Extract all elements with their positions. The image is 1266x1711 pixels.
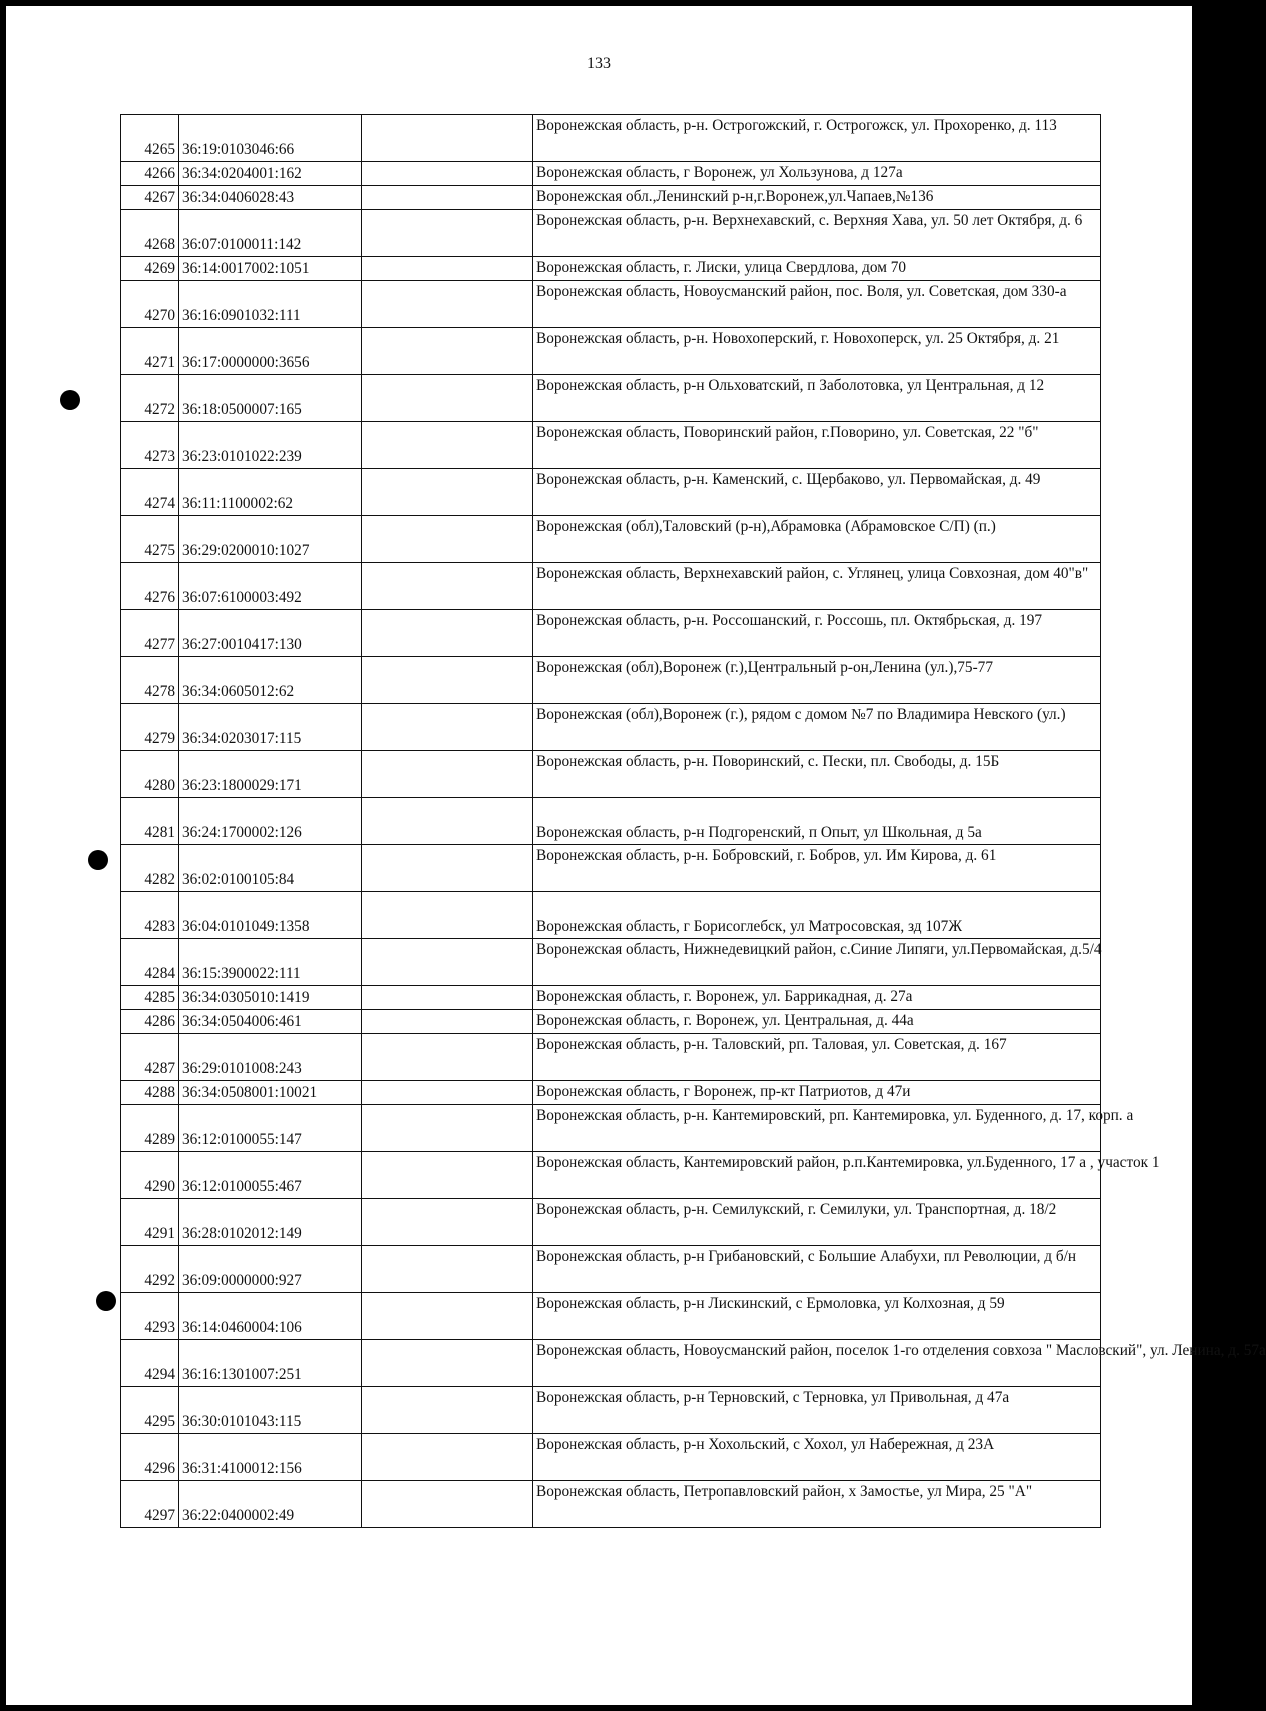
table-row <box>121 1246 1101 1293</box>
table-row <box>121 375 1101 422</box>
address-cell: Воронежская область, р-н. Таловский, рп. Таловая, ул. Советская, д. 167 <box>533 1034 1101 1081</box>
address-cell: Воронежская область, Верхнехавский район, с. Углянец, улица Совхозная, дом 40"в" <box>533 563 1101 610</box>
table-row <box>121 563 1101 610</box>
empty-cell <box>362 186 533 210</box>
row-number: 4292 <box>121 1246 179 1293</box>
address-cell: Воронежская область, р-н Грибановский, с Большие Алабухи, пл Революции, д б/н <box>533 1246 1101 1293</box>
property-registry-table <box>120 114 1266 1528</box>
row-number: 4286 <box>121 1010 179 1034</box>
cadastral-number: 36:11:1100002:62 <box>179 469 362 516</box>
empty-cell <box>362 1434 533 1481</box>
cadastral-number: 36:07:0100011:142 <box>179 210 362 257</box>
cadastral-number: 36:34:0406028:43 <box>179 186 362 210</box>
table-row <box>121 1293 1101 1340</box>
address-cell: Воронежская (обл),Таловский (р-н),Абрамовка (Абрамовское С/П) (п.) <box>533 516 1101 563</box>
cadastral-number: 36:30:0101043:115 <box>179 1387 362 1434</box>
empty-cell <box>362 657 533 704</box>
empty-cell <box>362 798 533 845</box>
cadastral-number: 36:34:0305010:1419 <box>179 986 362 1010</box>
address-cell: Воронежская область, Петропавловский район, х Замостье, ул Мира, 25 "А" <box>533 1481 1101 1528</box>
cadastral-number: 36:31:4100012:156 <box>179 1434 362 1481</box>
cadastral-number: 36:24:1700002:126 <box>179 798 362 845</box>
page-number: 133 <box>587 55 611 72</box>
cadastral-number: 36:17:0000000:3656 <box>179 328 362 375</box>
address-cell: Воронежская область, г. Воронеж, ул. Центральная, д. 44а <box>533 1010 1101 1034</box>
empty-cell <box>362 1081 533 1105</box>
row-number: 4290 <box>121 1152 179 1199</box>
empty-cell <box>362 1152 533 1199</box>
table-row <box>121 186 1101 210</box>
table-row <box>121 281 1101 328</box>
empty-cell <box>362 563 533 610</box>
table-row <box>121 657 1101 704</box>
address-cell: Воронежская область, р-н. Поворинский, с. Пески, пл. Свободы, д. 15Б <box>533 751 1101 798</box>
cadastral-number: 36:19:0103046:66 <box>179 115 362 162</box>
row-number: 4297 <box>121 1481 179 1528</box>
empty-cell <box>362 1481 533 1528</box>
cadastral-number: 36:29:0200010:1027 <box>179 516 362 563</box>
cadastral-number: 36:02:0100105:84 <box>179 845 362 892</box>
address-cell: Воронежская область, г. Воронеж, ул. Баррикадная, д. 27а <box>533 986 1101 1010</box>
row-number: 4279 <box>121 704 179 751</box>
cadastral-number: 36:34:0508001:10021 <box>179 1081 362 1105</box>
punch-hole-mark <box>96 1291 116 1311</box>
table-row <box>121 328 1101 375</box>
table-row <box>121 1081 1101 1105</box>
table-row <box>121 939 1101 986</box>
cadastral-number: 36:14:0017002:1051 <box>179 257 362 281</box>
empty-cell <box>362 1340 533 1387</box>
table-row <box>121 610 1101 657</box>
row-number: 4268 <box>121 210 179 257</box>
address-cell: Воронежская область, г Воронеж, пр-кт Патриотов, д 47и <box>533 1081 1101 1105</box>
address-cell: Воронежская область, р-н. Верхнехавский, с. Верхняя Хава, ул. 50 лет Октября, д. 6 <box>533 210 1101 257</box>
empty-cell <box>362 939 533 986</box>
empty-cell <box>362 1105 533 1152</box>
address-cell: Воронежская (обл),Воронеж (г.), рядом с домом №7 по Владимира Невского (ул.) <box>533 704 1101 751</box>
cadastral-number: 36:34:0605012:62 <box>179 657 362 704</box>
row-number: 4282 <box>121 845 179 892</box>
cadastral-number: 36:04:0101049:1358 <box>179 892 362 939</box>
row-number: 4277 <box>121 610 179 657</box>
empty-cell <box>362 892 533 939</box>
empty-cell <box>362 1199 533 1246</box>
empty-cell <box>362 751 533 798</box>
table-row <box>121 257 1101 281</box>
address-cell: Воронежская область, г Борисоглебск, ул Матросовская, зд 107Ж <box>533 892 1101 939</box>
table-row <box>121 1481 1101 1528</box>
row-number: 4288 <box>121 1081 179 1105</box>
table-row <box>121 469 1101 516</box>
cadastral-number: 36:15:3900022:111 <box>179 939 362 986</box>
cadastral-number: 36:09:0000000:927 <box>179 1246 362 1293</box>
cadastral-number: 36:23:0101022:239 <box>179 422 362 469</box>
registry-table-body <box>121 115 1266 1528</box>
address-cell: Воронежская область, р-н Подгоренский, п Опыт, ул Школьная, д 5а <box>533 798 1101 845</box>
empty-cell <box>362 986 533 1010</box>
table-row <box>121 1340 1101 1387</box>
table-row <box>121 422 1101 469</box>
row-number: 4287 <box>121 1034 179 1081</box>
empty-cell <box>362 210 533 257</box>
cadastral-number: 36:18:0500007:165 <box>179 375 362 422</box>
cadastral-number: 36:12:0100055:467 <box>179 1152 362 1199</box>
table-row <box>121 1434 1101 1481</box>
empty-cell <box>362 162 533 186</box>
table-row <box>121 892 1101 939</box>
row-number: 4276 <box>121 563 179 610</box>
table-row <box>121 516 1101 563</box>
row-number: 4284 <box>121 939 179 986</box>
row-number: 4273 <box>121 422 179 469</box>
row-number: 4283 <box>121 892 179 939</box>
cadastral-number: 36:34:0204001:162 <box>179 162 362 186</box>
row-number: 4289 <box>121 1105 179 1152</box>
empty-cell <box>362 1387 533 1434</box>
address-cell: Воронежская область, г Воронеж, ул Хользунова, д 127а <box>533 162 1101 186</box>
row-number: 4294 <box>121 1340 179 1387</box>
empty-cell <box>362 610 533 657</box>
row-number: 4272 <box>121 375 179 422</box>
address-cell: Воронежская область, Новоусманский район, поселок 1-го отделения совхоза " Масловский", ул. Ленина, д. 57а <box>533 1340 1101 1387</box>
table-row <box>121 798 1101 845</box>
address-cell: Воронежская область, р-н Терновский, с Терновка, ул Привольная, д 47а <box>533 1387 1101 1434</box>
row-number: 4269 <box>121 257 179 281</box>
row-number: 4291 <box>121 1199 179 1246</box>
row-number: 4285 <box>121 986 179 1010</box>
table-row <box>121 1199 1101 1246</box>
address-cell: Воронежская область, р-н. Бобровский, г. Бобров, ул. Им Кирова, д. 61 <box>533 845 1101 892</box>
cadastral-number: 36:12:0100055:147 <box>179 1105 362 1152</box>
row-number: 4274 <box>121 469 179 516</box>
document-page <box>6 6 1266 1705</box>
table-row <box>121 1034 1101 1081</box>
row-number: 4265 <box>121 115 179 162</box>
empty-cell <box>362 328 533 375</box>
row-number: 4281 <box>121 798 179 845</box>
table-row <box>121 986 1101 1010</box>
address-cell: Воронежская область, р-н Ольховатский, п Заболотовка, ул Центральная, д 12 <box>533 375 1101 422</box>
address-cell: Воронежская область, г. Лиски, улица Свердлова, дом 70 <box>533 257 1101 281</box>
cadastral-number: 36:07:6100003:492 <box>179 563 362 610</box>
empty-cell <box>362 422 533 469</box>
cadastral-number: 36:16:1301007:251 <box>179 1340 362 1387</box>
row-number: 4267 <box>121 186 179 210</box>
table-row <box>121 162 1101 186</box>
cadastral-number: 36:23:1800029:171 <box>179 751 362 798</box>
empty-cell <box>362 281 533 328</box>
cadastral-number: 36:14:0460004:106 <box>179 1293 362 1340</box>
cadastral-number: 36:34:0203017:115 <box>179 704 362 751</box>
row-number: 4293 <box>121 1293 179 1340</box>
address-cell: Воронежская область, р-н. Острогожский, г. Острогожск, ул. Прохоренко, д. 113 <box>533 115 1101 162</box>
table-row <box>121 751 1101 798</box>
empty-cell <box>362 1010 533 1034</box>
punch-hole-mark <box>88 850 108 870</box>
address-cell: Воронежская область, р-н. Россошанский, г. Россошь, пл. Октябрьская, д. 197 <box>533 610 1101 657</box>
table-row <box>121 704 1101 751</box>
address-cell: Воронежская область, р-н. Каменский, с. Щербаково, ул. Первомайская, д. 49 <box>533 469 1101 516</box>
address-cell: Воронежская (обл),Воронеж (г.),Центральный р-он,Ленина (ул.),75-77 <box>533 657 1101 704</box>
row-number: 4296 <box>121 1434 179 1481</box>
address-cell: Воронежская область, Новоусманский район, пос. Воля, ул. Советская, дом 330-а <box>533 281 1101 328</box>
cadastral-number: 36:16:0901032:111 <box>179 281 362 328</box>
address-cell: Воронежская область, Нижнедевицкий район, с.Синие Липяги, ул.Первомайская, д.5/4 <box>533 939 1101 986</box>
table-row <box>121 210 1101 257</box>
address-cell: Воронежская область, р-н. Новохоперский, г. Новохоперск, ул. 25 Октября, д. 21 <box>533 328 1101 375</box>
empty-cell <box>362 115 533 162</box>
row-number: 4271 <box>121 328 179 375</box>
cadastral-number: 36:27:0010417:130 <box>179 610 362 657</box>
address-cell: Воронежская область, р-н Лискинский, с Ермоловка, ул Колхозная, д 59 <box>533 1293 1101 1340</box>
address-cell: Воронежская обл.,Ленинский р-н,г.Воронеж,ул.Чапаев,№136 <box>533 186 1101 210</box>
empty-cell <box>362 257 533 281</box>
cadastral-number: 36:34:0504006:461 <box>179 1010 362 1034</box>
row-number: 4270 <box>121 281 179 328</box>
cadastral-number: 36:29:0101008:243 <box>179 1034 362 1081</box>
empty-cell <box>362 375 533 422</box>
empty-cell <box>362 1293 533 1340</box>
row-number: 4295 <box>121 1387 179 1434</box>
table-row <box>121 1010 1101 1034</box>
address-cell: Воронежская область, Кантемировский район, р.п.Кантемировка, ул.Буденного, 17 а , участок 1 <box>533 1152 1101 1199</box>
address-cell: Воронежская область, р-н. Кантемировский, рп. Кантемировка, ул. Буденного, д. 17, корп. а <box>533 1105 1101 1152</box>
table-row <box>121 1105 1101 1152</box>
row-number: 4280 <box>121 751 179 798</box>
table-row <box>121 115 1101 162</box>
empty-cell <box>362 1246 533 1293</box>
table-row <box>121 1387 1101 1434</box>
empty-cell <box>362 1034 533 1081</box>
table-row <box>121 1152 1101 1199</box>
row-number: 4266 <box>121 162 179 186</box>
empty-cell <box>362 704 533 751</box>
row-number: 4275 <box>121 516 179 563</box>
cadastral-number: 36:28:0102012:149 <box>179 1199 362 1246</box>
empty-cell <box>362 469 533 516</box>
empty-cell <box>362 845 533 892</box>
punch-hole-mark <box>60 390 80 410</box>
address-cell: Воронежская область, р-н Хохольский, с Хохол, ул Набережная, д 23А <box>533 1434 1101 1481</box>
table-row <box>121 845 1101 892</box>
row-number: 4278 <box>121 657 179 704</box>
empty-cell <box>362 516 533 563</box>
address-cell: Воронежская область, Поворинский район, г.Поворино, ул. Советская, 22 "б" <box>533 422 1101 469</box>
address-cell: Воронежская область, р-н. Семилукский, г. Семилуки, ул. Транспортная, д. 18/2 <box>533 1199 1101 1246</box>
cadastral-number: 36:22:0400002:49 <box>179 1481 362 1528</box>
